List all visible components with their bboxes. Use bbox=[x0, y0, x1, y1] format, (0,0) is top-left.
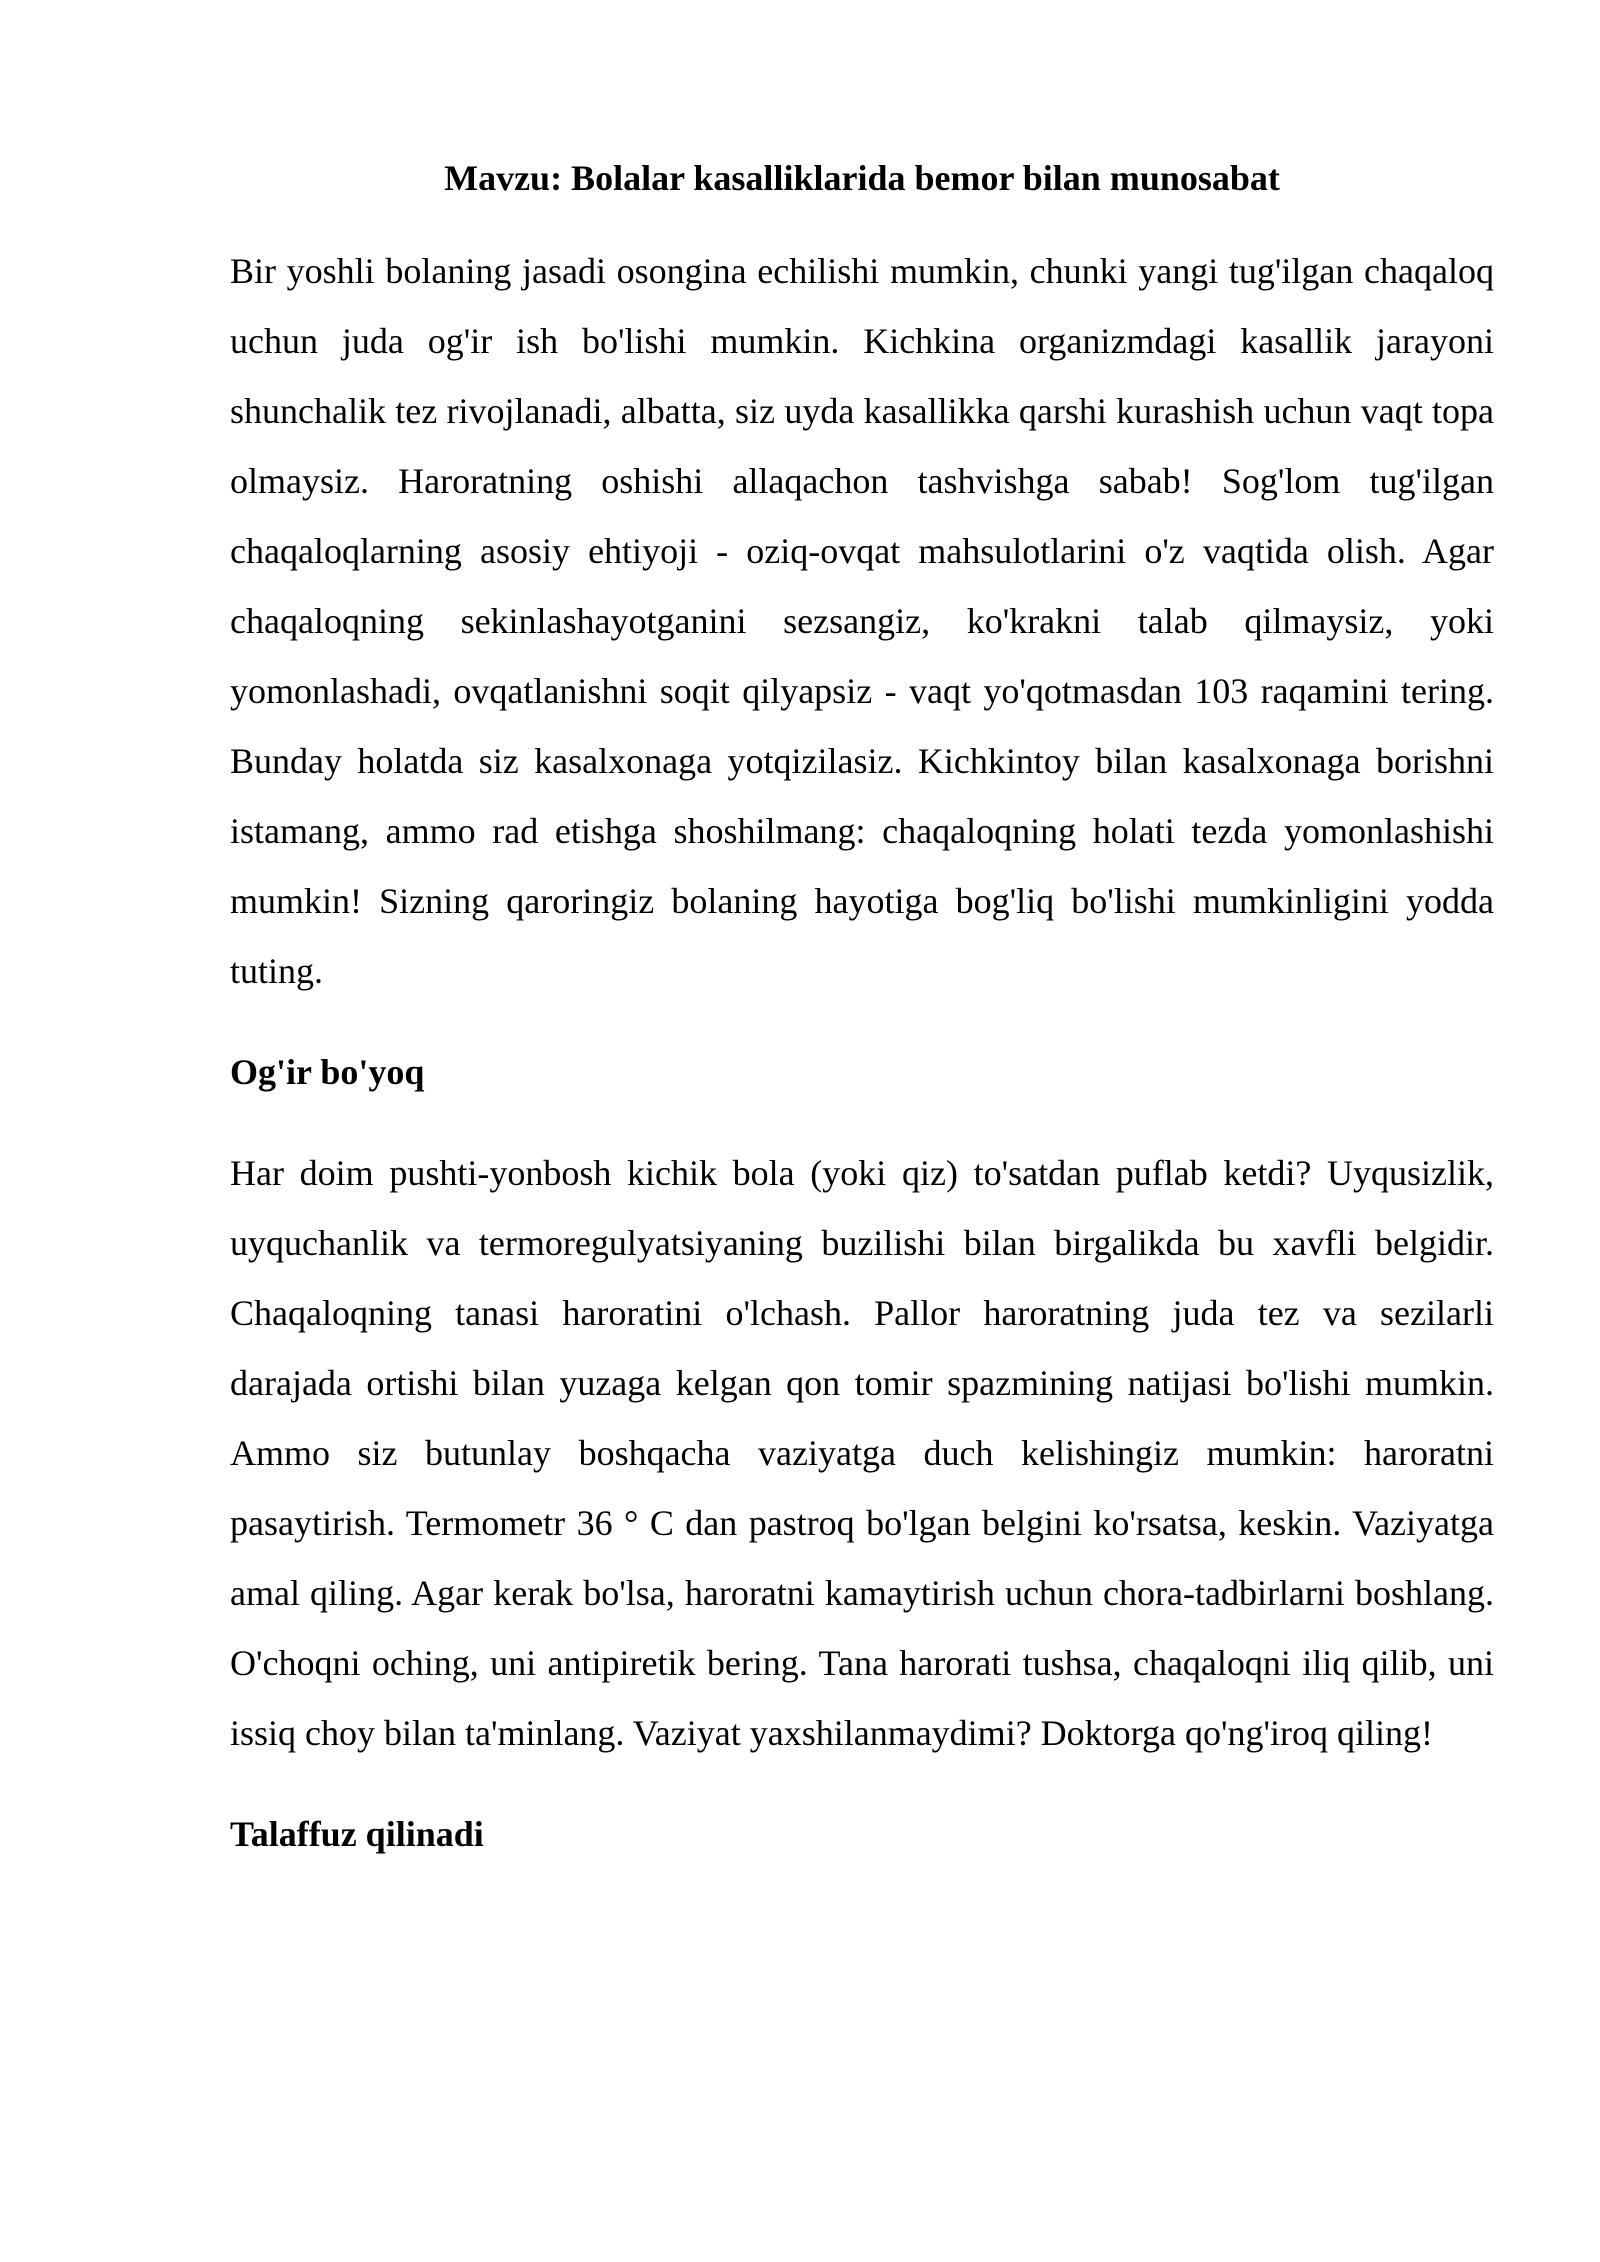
body-paragraph: Har doim pushti-yonbosh kichik bola (yoki qiz) to'satdan puflab ketdi? Uyqusizlik, uyquchanlik va termoregulyatsiyaning buzilishi bilan birgalikda bu xavfli belgidir. Chaqaloqning tanasi haroratini o'lchash. Pallor haroratning juda tez va sezilarli darajada ortishi bilan yuzaga kelgan qon tomir spazmining natijasi bo'lishi mumkin. Ammo siz butunlay boshqacha vaziyatga duch kelishingiz mumkin: haroratni pasaytirish. Termometr 36 ° C dan pastroq bo'lgan belgini ko'rsatsa, keskin. Vaziyatga amal qiling. Agar kerak bo'lsa, haroratni kamaytirish uchun chora-tadbirlarni boshlang. O'choqni oching, uni antipiretik bering. Tana harorati tushsa, chaqaloqni iliq qilib, uni issiq choy bilan ta'minlang. Vaziyat yaxshilanmaydimi? Doktorga qo'ng'iroq qiling! bbox=[230, 1153, 1494, 1753]
intro-paragraph: Bir yoshli bolaning jasadi osongina echilishi mumkin, chunki yangi tug'ilgan chaqaloq uchun juda og'ir ish bo'lishi mumkin. Kichkina organizmdagi kasallik jarayoni shunchalik tez rivojlanadi, albatta, siz uyda kasallikka qarshi kurashish uchun vaqt topa olmaysiz. Haroratning oshishi allaqachon tashvishga sabab! Sog'lom tug'ilgan chaqaloqlarning asosiy ehtiyoji - oziq-ovqat mahsulotlarini o'z vaqtida olish. Agar chaqaloqning sekinlashayotganini sezsangiz, ko'krakni talab qilmaysiz, yoki yomonlashadi, ovqatlanishni soqit qilyapsiz - vaqt yo'qotmasdan 103 raqamini tering. Bunday holatda siz kasalxonaga yotqizilasiz. Kichkintoy bilan kasalxonaga borishni istamang, ammo rad etishga shoshilmang: chaqaloqning holati tezda yomonlashishi mumkin! Sizning qaroringiz bolaning hayotiga bog'liq bo'lishi mumkinligini yodda tuting. bbox=[230, 251, 1494, 991]
section-heading-ogir-boyoq: Og'ir bo'yoq bbox=[230, 1052, 425, 1092]
document-title: Mavzu: Bolalar kasalliklarida bemor bilan munosabat bbox=[444, 158, 1280, 198]
section-heading-talaffuz: Talaffuz qilinadi bbox=[230, 1814, 484, 1854]
document-body bbox=[230, 148, 1494, 1900]
